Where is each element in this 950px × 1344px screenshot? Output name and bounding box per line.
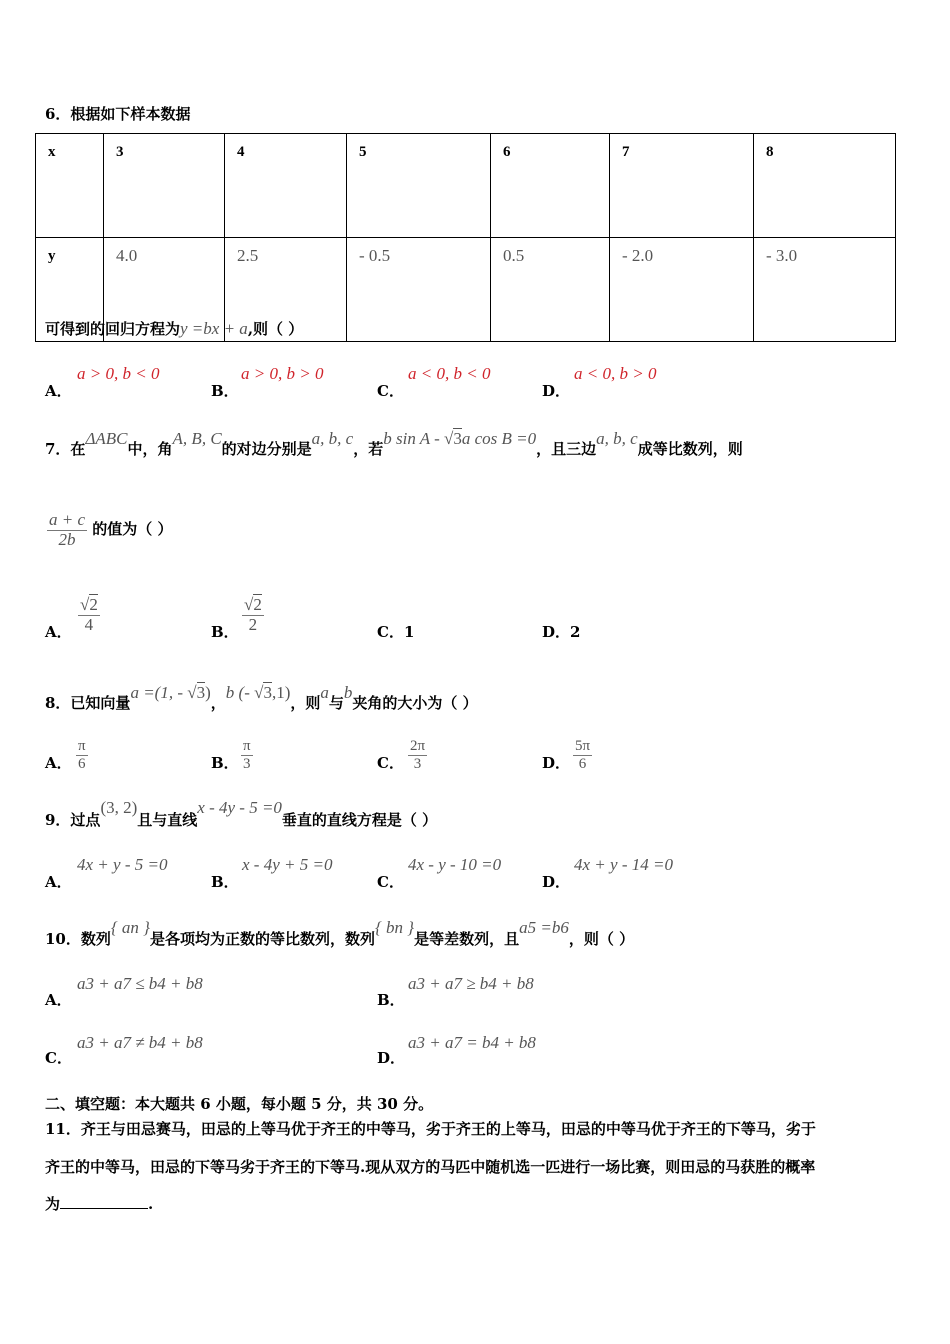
q10-option-b[interactable] bbox=[377, 989, 405, 1010]
fraction-denominator: 3 bbox=[413, 755, 422, 772]
q7-option-c[interactable] bbox=[377, 621, 414, 642]
q8-stem: 8．已知向量a =(1, - √3)，b (- √3,1)，则a与b夹角的大小为（ ） bbox=[45, 683, 478, 712]
table-cell: 4.0 bbox=[104, 238, 225, 342]
sequence-bn: { bn } bbox=[375, 918, 415, 937]
q8-option-b[interactable] bbox=[211, 752, 239, 773]
table-cell: 5 bbox=[347, 134, 491, 238]
q9-option-d[interactable] bbox=[542, 871, 570, 892]
condition: a5 =b6 bbox=[519, 918, 569, 937]
q8-option-d-fraction bbox=[573, 738, 592, 772]
option-label: D． bbox=[377, 1049, 406, 1067]
q9-option-b[interactable] bbox=[211, 871, 239, 892]
q10-option-a[interactable] bbox=[45, 989, 72, 1010]
table-cell: - 0.5 bbox=[347, 238, 491, 342]
option-label: C． bbox=[377, 754, 404, 772]
q6-option-a[interactable] bbox=[45, 380, 72, 401]
option-label: C． bbox=[377, 623, 404, 641]
table-cell: 2.5 bbox=[225, 238, 347, 342]
triangle-label: ΔABC bbox=[85, 429, 128, 448]
table-header-y: y bbox=[36, 238, 104, 342]
condition-end: a cos B =0 bbox=[461, 429, 537, 448]
q7-option-d[interactable] bbox=[542, 621, 580, 642]
sqrt-radicand: 3 bbox=[453, 429, 462, 448]
fraction-numerator: 2 bbox=[89, 595, 98, 614]
vector-b-symbol: b bbox=[343, 683, 353, 702]
fraction-numerator: π bbox=[78, 738, 86, 754]
fraction-numerator: 2 bbox=[253, 595, 262, 614]
q7-text: 的对边分别是 bbox=[221, 440, 312, 458]
q7-option-b-fraction: $\frac{√2}{2}$ bbox=[244, 595, 262, 634]
q6-option-d[interactable] bbox=[542, 380, 570, 401]
q6-option-d-text: a < 0, b > 0 bbox=[574, 364, 657, 383]
q6-data-table bbox=[35, 133, 896, 342]
q10-text: 10．数列 bbox=[45, 930, 111, 948]
option-label: B． bbox=[211, 754, 239, 772]
option-label: C． bbox=[45, 1049, 72, 1067]
q6-option-b[interactable] bbox=[211, 380, 239, 401]
option-text: 2 bbox=[570, 623, 581, 641]
q10-option-c-text: a3 + a7 ≠ b4 + b8 bbox=[77, 1033, 203, 1052]
q9-option-d-text: 4x + y - 14 =0 bbox=[574, 855, 673, 874]
point: (3, 2) bbox=[100, 798, 138, 817]
regression-equation: y =bx + a bbox=[180, 319, 248, 338]
q9-text: 垂直的直线方程是（ ） bbox=[281, 811, 438, 829]
sqrt-symbol: √3 bbox=[444, 429, 462, 448]
option-label: A． bbox=[45, 873, 72, 891]
q7-text: ，且三边 bbox=[536, 440, 597, 458]
q6-followup bbox=[45, 318, 303, 339]
q9-option-c[interactable] bbox=[377, 871, 404, 892]
section-heading: 二、填空题：本大题共 6 小题，每小题 5 分，共 30 分。 bbox=[45, 1095, 434, 1113]
fraction-denominator: 6 bbox=[578, 755, 587, 772]
q11-line-2: 齐王的中等马，田忌的下等马劣于齐王的下等马.现从双方的马匹中随机选一匹进行一场比赛，则田忌的马获胜的概率 bbox=[45, 1158, 816, 1176]
sqrt-radicand: 3 bbox=[196, 683, 206, 702]
fraction-denominator: 3 bbox=[243, 755, 251, 772]
fraction-numerator: π bbox=[243, 738, 251, 754]
q7-option-a-fraction: $\frac{√2}{4}$ bbox=[80, 595, 98, 634]
q9-text: 9．过点 bbox=[45, 811, 101, 829]
table-row-x bbox=[36, 134, 896, 238]
q6-option-a-text: a > 0, b < 0 bbox=[77, 364, 160, 383]
q8-text: ，则 bbox=[290, 694, 321, 712]
option-label: D． bbox=[542, 873, 571, 891]
q11-line-3 bbox=[45, 1193, 153, 1214]
q9-option-a-text: 4x + y - 5 =0 bbox=[77, 855, 168, 874]
q10-text: ，则（ ） bbox=[568, 930, 635, 948]
q7-text: 中，角 bbox=[127, 440, 173, 458]
option-label: B． bbox=[377, 991, 405, 1009]
fraction-denominator: 6 bbox=[78, 755, 86, 772]
q8-text: 与 bbox=[328, 694, 344, 712]
q8-option-c-fraction bbox=[408, 738, 427, 772]
q7-stem bbox=[45, 428, 743, 458]
q6-option-c[interactable] bbox=[377, 380, 404, 401]
q6-option-c-text: a < 0, b < 0 bbox=[408, 364, 491, 383]
vector-b-end: ,1) bbox=[271, 683, 291, 702]
q7-option-b[interactable] bbox=[211, 621, 239, 642]
table-cell: 4 bbox=[225, 134, 347, 238]
q10-option-a-text: a3 + a7 ≤ b4 + b8 bbox=[77, 974, 203, 993]
q8-text: 8．已知向量 bbox=[45, 694, 131, 712]
q7-option-a[interactable] bbox=[45, 621, 72, 642]
table-cell: 6 bbox=[491, 134, 610, 238]
q8-text: ， bbox=[210, 694, 226, 712]
option-label: A． bbox=[45, 754, 72, 772]
fraction-numerator: 2π bbox=[410, 738, 426, 754]
fraction-numerator: a + c bbox=[49, 510, 86, 529]
q9-text: 且与直线 bbox=[137, 811, 198, 829]
q6-stem: 6．根据如下样本数据 bbox=[45, 105, 191, 123]
q10-option-c[interactable] bbox=[45, 1047, 72, 1068]
vector-a: a =(1, - bbox=[130, 683, 188, 702]
q6-followup-text: 可得到的回归方程为 bbox=[45, 320, 181, 338]
q8-option-c[interactable] bbox=[377, 752, 404, 773]
line-equation: x - 4y - 5 =0 bbox=[197, 798, 282, 817]
fraction-denominator: 2 bbox=[248, 614, 258, 634]
option-label: C． bbox=[377, 382, 404, 400]
q11-text: . bbox=[148, 1195, 154, 1213]
q11-text: 为 bbox=[45, 1195, 61, 1213]
option-label: A． bbox=[45, 623, 72, 641]
table-cell: 3 bbox=[104, 134, 225, 238]
q7-text: ，若 bbox=[353, 440, 384, 458]
q6-followup-end: ,则（ ） bbox=[247, 320, 304, 338]
q7-text: 成等比数列，则 bbox=[637, 440, 743, 458]
q9-option-c-text: 4x - y - 10 =0 bbox=[408, 855, 502, 874]
option-label: A． bbox=[45, 991, 72, 1009]
option-label: C． bbox=[377, 873, 404, 891]
sides: a, b, c bbox=[311, 429, 354, 448]
vector-a-end: ) bbox=[205, 683, 211, 702]
vector-a-symbol: a bbox=[320, 683, 329, 702]
q10-stem bbox=[45, 917, 635, 948]
option-label: D． bbox=[542, 754, 571, 772]
condition: b sin A - bbox=[383, 429, 445, 448]
q10-option-d[interactable] bbox=[377, 1047, 405, 1068]
q9-option-a[interactable] bbox=[45, 871, 72, 892]
option-label: A． bbox=[45, 382, 72, 400]
q8-option-a-fraction bbox=[76, 738, 88, 772]
q10-option-b-text: a3 + a7 ≥ b4 + b8 bbox=[408, 974, 534, 993]
q8-option-d[interactable] bbox=[542, 752, 570, 773]
table-cell: - 2.0 bbox=[610, 238, 754, 342]
q6-option-b-text: a > 0, b > 0 bbox=[241, 364, 324, 383]
q10-text: 是等差数列，且 bbox=[414, 930, 520, 948]
q7-ratio bbox=[47, 511, 173, 549]
sqrt-radicand: 3 bbox=[263, 683, 272, 702]
q9-option-b-text: x - 4y + 5 =0 bbox=[242, 855, 333, 874]
table-cell: 7 bbox=[610, 134, 754, 238]
table-cell: 8 bbox=[754, 134, 896, 238]
option-label: D． bbox=[542, 623, 571, 641]
option-label: B． bbox=[211, 382, 239, 400]
answer-blank[interactable] bbox=[60, 1194, 148, 1209]
table-cell: - 3.0 bbox=[754, 238, 896, 342]
q10-text: 是各项均为正数的等比数列，数列 bbox=[149, 930, 375, 948]
q8-option-b-fraction bbox=[241, 738, 253, 772]
q9-stem bbox=[45, 797, 438, 829]
q11-line-1: 11．齐王与田忌赛马，田忌的上等马优于齐王的中等马，劣于齐王的上等马，田忌的中等马优于齐王的下等马，劣于 bbox=[45, 1120, 816, 1138]
option-label: D． bbox=[542, 382, 571, 400]
sides: a, b, c bbox=[596, 429, 638, 448]
q8-text: 夹角的大小为（ ） bbox=[352, 694, 478, 712]
table-cell: 0.5 bbox=[491, 238, 610, 342]
ratio-fraction bbox=[47, 511, 87, 549]
option-text: 1 bbox=[403, 623, 415, 641]
q10-option-d-text: a3 + a7 = b4 + b8 bbox=[408, 1033, 536, 1052]
angles: A, B, C bbox=[172, 429, 222, 448]
fraction-denominator: 2b bbox=[58, 529, 76, 549]
sequence-an: { an } bbox=[110, 918, 150, 937]
fraction-denominator: 4 bbox=[84, 614, 94, 634]
table-header-x: x bbox=[36, 134, 104, 238]
q7-text: 7．在 bbox=[45, 440, 86, 458]
fraction-numerator: 5π bbox=[575, 738, 591, 754]
q8-option-a[interactable] bbox=[45, 752, 72, 773]
q7-text: 的值为（ ） bbox=[92, 520, 173, 539]
option-label: B． bbox=[211, 623, 239, 641]
vector-b: b (- bbox=[225, 683, 255, 702]
option-label: B． bbox=[211, 873, 239, 891]
